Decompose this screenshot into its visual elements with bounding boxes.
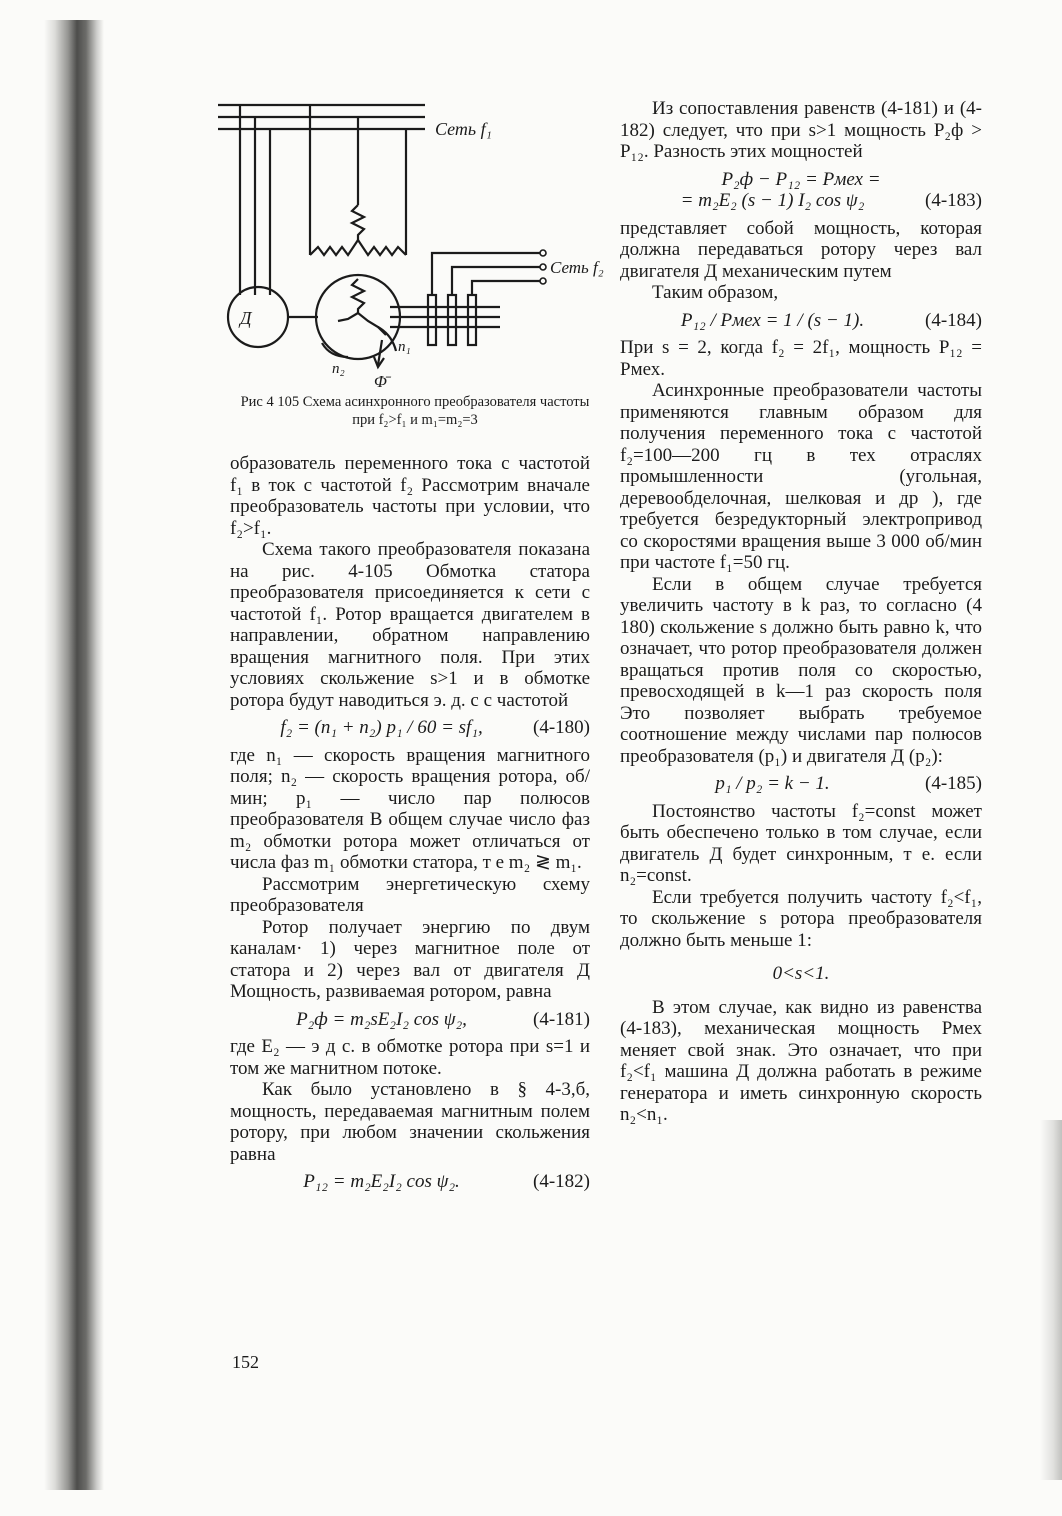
- figure-label-n2: n₂: [332, 361, 345, 377]
- converter-schematic: [210, 95, 610, 390]
- formula-4-185-number: (4-185): [925, 773, 982, 794]
- formula-4-181-expression: P₂ф = m₂sE₂I₂ cos ψ₂,: [296, 1008, 467, 1030]
- right-paragraph-5: Асинхронные преобразователи частоты применяются главным образом для получения переменного тока с частотой f₂=100—200 гц в тех отраслях промышленности (угольная, деревообделочная, шелковая и др ), где требуется безредукторный электропривод со скоростями вращения выше 3 000 об/мин при частоте f₁=50 гц.: [620, 380, 982, 573]
- formula-4-185: [620, 773, 982, 795]
- left-paragraph-3: где n₁ — скорость вращения магнитного поля; n₂ — скорость вращения ротора, об/мин; p₁ — число пар полюсов преобразователя В общем случае число фаз m₂ обмотки ротора может отличаться от числа фаз m₁ обмотки статора, т е m₂ ≷ m₁.: [230, 744, 590, 873]
- right-paragraph-9: В этом случае, как видно из равенства (4-183), механическая мощность Pмех меняет свой знак. Это означает, что при f₂<f₁ машина Д должна работать в режиме генератора и иметь синхронную скорость n₂<n₁.: [620, 996, 982, 1125]
- formula-inequality: [620, 963, 982, 985]
- right-paragraph-3: Таким образом,: [652, 282, 779, 303]
- formula-4-180-number: (4-180): [533, 717, 590, 738]
- right-paragraph-8: Если требуется получить частоту f₂<f₁, то скольжение s ротора преобразователя должно быть меньше 1:: [620, 886, 982, 951]
- left-paragraph-5: Ротор получает энергию по двум каналам· 1) через магнитное поле от статора и 2) через вал от двигателя Д Мощность, развиваемая ротором, равна: [230, 916, 590, 1002]
- left-column: [230, 453, 590, 1199]
- figure-label-phi: Φ̄: [374, 372, 387, 390]
- right-paragraph-4: При s = 2, когда f₂ = 2f₁, мощность P₁₂ = Pмех.: [620, 337, 982, 380]
- right-column: [620, 98, 982, 1126]
- formula-4-184-expression: P₁₂ / Pмех = 1 / (s − 1).: [680, 309, 865, 331]
- right-paragraph-7: Постоянство частоты f₂=const может быть обеспечено только в том случае, если двигатель Д будет синхронным, т е. если n₂=const.: [620, 800, 982, 886]
- formula-4-182-number: (4-182): [533, 1171, 590, 1192]
- left-paragraph-2: Схема такого преобразователя показана на рис. 4-105 Обмотка статора преобразователя присоединяется к сети с частотой f₁. Ротор вращается двигателем в направлении, обратном направлению вращения магнитного поля. При этих условиях скольжение s>1 и в обмотке ротора будут наводиться э. д. с с частотой: [230, 539, 590, 711]
- formula-4-183-number: (4-183): [925, 190, 982, 211]
- formula-inequality-expression: 0<s<1.: [772, 963, 830, 984]
- formula-4-180-expression: f₂ = (n₁ + n₂) p₁ / 60 = sf₁,: [280, 717, 483, 738]
- formula-4-182: [230, 1171, 590, 1193]
- formula-4-183-line2: = m₂E₂ (s − 1) I₂ cos ψ₂: [680, 190, 865, 211]
- formula-4-180: [230, 717, 590, 739]
- formula-4-181: [230, 1009, 590, 1031]
- formula-4-182-expression: P₁₂ = m₂E₂I₂ cos ψ₂.: [303, 1171, 460, 1192]
- left-paragraph-1: образователь переменного тока с частотой f₁ в ток с частотой f₂ Рассмотрим вначале преобразователь частоты при условии, что f₂>f₁.: [230, 453, 590, 539]
- figure-label-n1: n₁: [398, 339, 411, 355]
- figure-caption: Рис 4 105 Схема асинхронного преобразователя частоты при f₂>f₁ и m₁=m₂=3: [240, 394, 590, 428]
- formula-4-183-line1: P₂ф − P₁₂ = Pмех =: [721, 168, 881, 190]
- figure-label-net1: Сеть f₁: [435, 119, 492, 139]
- left-paragraph-7: Как было установлено в § 4-3,б, мощность, передаваемая магнитным полем ротору, при любом значении скольжения равна: [230, 1079, 590, 1165]
- page-edge-shadow: [1040, 1120, 1062, 1480]
- right-paragraph-1: Из сопоставления равенств (4-181) и (4-182) следует, что при s>1 мощность P₂ф > P₁₂. Разность этих мощностей: [620, 98, 982, 162]
- page-number: 152: [232, 1352, 259, 1372]
- book-spine-shadow: [44, 20, 104, 1490]
- figure-label-motor: Д: [240, 308, 252, 328]
- right-paragraph-6: Если в общем случае требуется увеличить частоту в k раз, то согласно (4 180) скольжение s должно быть равно k, что означает, что ротор преобразователя должен вращаться против поля со скоростью, превосходящей в k—1 раз скорость поля Это позволяет выбрать требуемое соотношение между числами пар полюсов преобразователя (p₁) и двигателя Д (p₂):: [620, 573, 982, 767]
- formula-4-185-expression: p₁ / p₂ = k − 1.: [715, 773, 830, 794]
- right-paragraph-2: представляет собой мощность, которая должна передаваться ротору через вал двигателя Д механическим путем: [620, 217, 982, 282]
- figure-label-net2: Сеть f₂: [550, 258, 604, 277]
- formula-4-181-number: (4-181): [533, 1008, 590, 1030]
- formula-4-184: [620, 310, 982, 332]
- formula-4-183: [620, 169, 982, 212]
- formula-4-184-number: (4-184): [925, 309, 982, 331]
- left-paragraph-4: Рассмотрим энергетическую схему преобразователя: [230, 873, 590, 916]
- left-paragraph-6: где E₂ — э д с. в обмотке ротора при s=1 и том же магнитном потоке.: [230, 1036, 590, 1079]
